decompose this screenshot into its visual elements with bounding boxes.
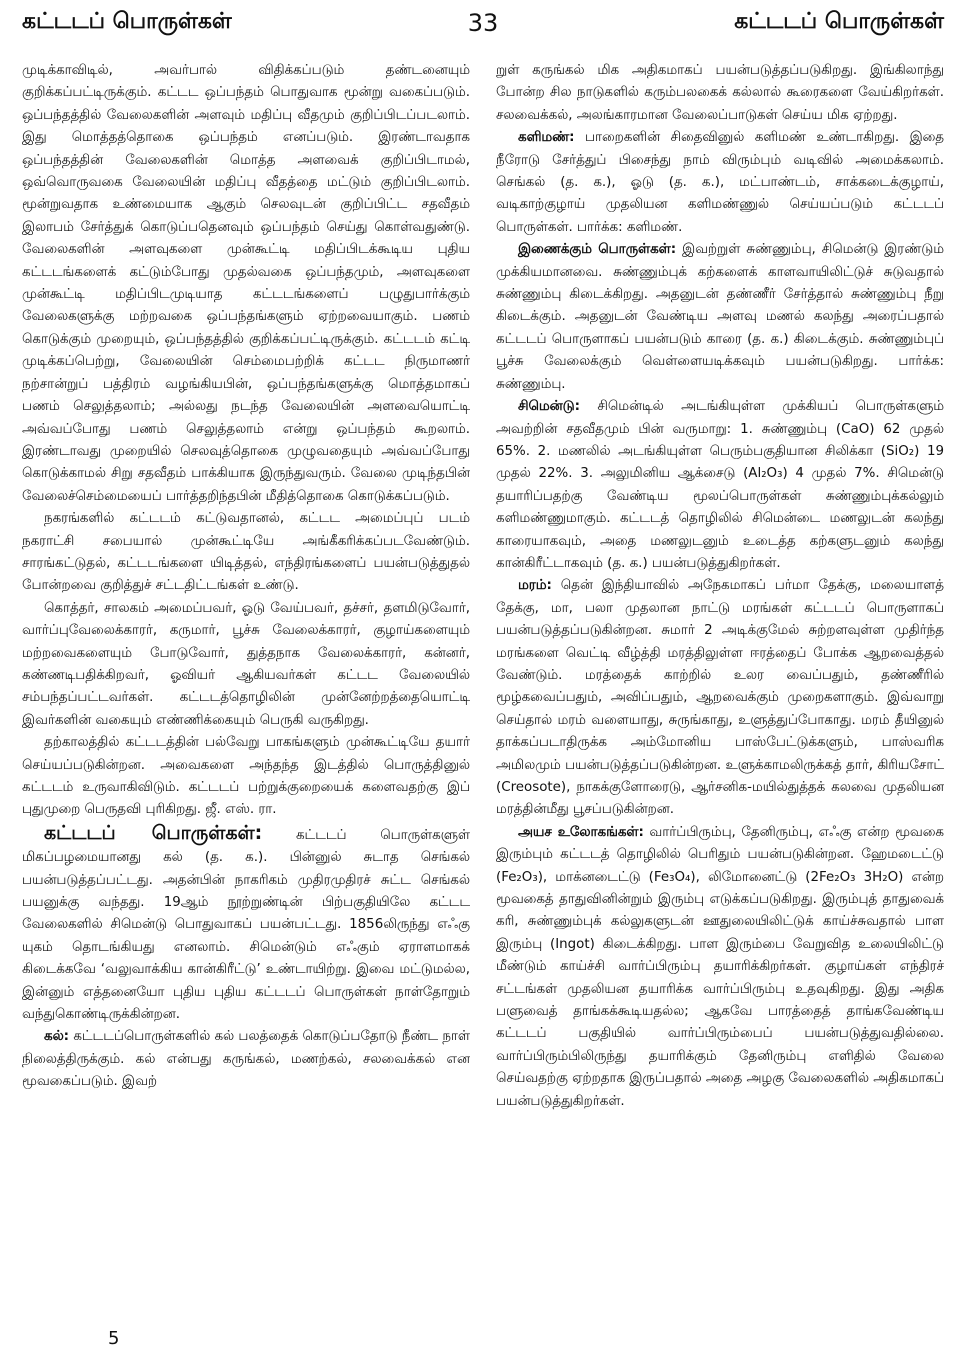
left-column [22,60,470,1094]
running-title-left: கட்டடப் பொருள்கள் [22,9,232,34]
section-body: கட்டடப் பொருள்களுள் மிகப்பழமையானது கல் (த. க.). பின்னுல் சுடாத செங்கல் பயன்படுத்தப்பட்டது. அதன்பின் நாகரிகம் முதிரமுதிரச் சுட்ட செங்கல் பயனுக்கு வந்தது. 19ஆம் நூற்றுண்டின் பிற்பகுதியிலே கட்டட வேலைகளில் சிமென்டு பொதுவாகப் பயன்பட்டது. 1856லிருந்து எஃகு யுகம் தொடங்கியது எனலாம். சிமென்டும் எஃகும் ஏராளமாகக் கிடைக்கவே ‘வலுவாக்கிய கான்கிரீட்டு’ உண்டாயிற்று. இவை மட்டுமல்ல, இன்னும் எத்தனையோ புதிய புதிய கட்டடப் பொருள்கள் நாள்தோறும் வந்துகொண்டிருக்கின்றன. [22,827,471,1023]
entry-clay [496,127,944,239]
entry-body: வார்ப்பிரும்பு, தேனிரும்பு, எஃகு என்ற மூவகை இரும்பும் கட்டடத் தொழிலில் பெரிதும் பயன்படுகின்றன. ஹேமடைட்டு (Fe₂O₃), மாக்னடைட்டு (Fe₃O₄), லிமோனைட்டு (2Fe₂O₃ 3H₂O) என்ற மூவகைத் தாதுவினின்றும் இரும்பு எடுக்கப்படுகிறது. இரும்புத் தாதுவைக் கரி, சுண்ணும்புக் கல்லுகளுடன் ஊதுலையிலிட்டுக் காய்ச்சுவதால் பாள இரும்பு (Ingot) கிடைக்கிறது. பாள இரும்பை வேறுவித உலையிலிட்டு மீண்டும் காய்ச்சி வார்ப்பிரும்பு தயாரிக்கிறர்கள். குழாய்கள் எந்திரச் சட்டங்கள் முதலியன தயாரிக்க வார்ப்பிரும்பு உதவுகிறது. இது அதிக பளுவைத் தாங்கக்கூடியதல்ல; ஆகவே பாரத்தைத் தாங்கவேண்டிய கட்டடப் பகுதியில் வார்ப்பிரும்பைப் பயன்படுத்துவதில்லை. வார்ப்பிரும்பிலிருந்து தயாரிக்கும் தேனிரும்பு எளிதில் வேலை செய்வதற்கு ஏற்றதாக இருப்பதால் அதை அழகு வேலைகளில் அதிகமாகப் பயன்படுத்துகிறர்கள். [496,824,944,1109]
paragraph: றுள் கருங்கல் மிக அதிகமாகப் பயன்படுத்தப்படுகிறது. இங்கிலாந்து போன்ற சில நாடுகளில் கரும்பலகைக் கல்லால் கூரைகளை வேய்கிறர்கள். சலவைக்கல், அலங்காரமான வேலைப்பாடுகள் செய்ய மிக ஏற்றது. [496,63,944,123]
entry-term: அயச உலோகங்கள்: [518,824,644,840]
entry-ferrous-metals [496,822,944,1113]
entry-body: தென் இந்தியாவில் அநேகமாகப் பர்மா தேக்கு, மலையாளத் தேக்கு, மா, பலா முதலான நாட்டு மரங்கள் கட்டடப் பொருளாகப் பயன்படுத்தப்படுகின்றன. சுமார் 2 அடிக்குமேல் சுற்றளவுள்ள முதிர்ந்த மரங்களை வெட்டி வீழ்த்தி மரத்திலுள்ள ஈரத்தைப் போக்க ஆறவைத்தல் வேண்டும். மரத்தைக் காற்றில் உலர வைப்பதும், தண்ணீரில் மூழ்கவைப்பதும், அவிப்பதும், ஆறவைக்கும் முறைகளாகும். இவ்வாறு செய்தால் மரம் வளையாது, சுருங்காது, உளுத்துப்போகாது. மரம் தீயினுல் தாக்கப்படாதிருக்க அம்மோனிய பாஸ்பேட்டுக்களும், பாஸ்வரிக அமிலமும் பயன்படுத்தப்படுகின்றன. உளுக்காமலிருக்கத் தார், கிரியசோட் (Creosote), நாகக்குளோரைடு, ஆர்சனிக-மயில்துத்தக் கலவை முதலியன மரத்தின்மீது பூசப்படுகின்றன. [496,578,944,818]
entry-term: கல்: [44,1029,70,1045]
entry-body: பாறைகளின் சிதைவினுல் களிமண் உண்டாகிறது. இதை நீரோடு சேர்த்துப் பிசைந்து நாம் விரும்பும் வடிவில் அமைக்கலாம். செங்கல் (த. க.), ஓடு (த. க.), மட்பாண்டம், சாக்கடைக்குழாய், வடிகாற்குழாய் முதலியன களிமண்ணுல் செய்யப்படும் கட்டடப் பொருள்கள். பார்க்க: களிமண். [496,130,944,235]
entry-term: சிமென்டு: [518,399,580,415]
entry-term: இணைக்கும் பொருள்கள்: [518,242,677,258]
page-number: 33 [467,9,499,37]
entry-binders [496,239,944,396]
paragraph: கொத்தர், சாலகம் அமைப்பவர், ஓடு வேய்பவர், தச்சர், தளமிடுவோர், வார்ப்புவேலைக்காரர், கருமார், பூச்சு வேலைக்காரர், குழாய்களையும் மற்றவைகளையும் போடுவோர், துத்தநாக வேலைக்காரர், கன்னர், கண்ணடிபதிக்கிறவர், ஓவியர் ஆகியவர்கள் கட்டட வேலையில் சம்பந்தப்பட்டவர்கள். கட்டடத்தொழிலின் முன்னேற்றத்தையொட்டி இவர்களின் வகையும் எண்ணிக்கையும் பெருகி வருகிறது. [22,600,470,728]
entry-body: இவற்றுள் சுண்ணும்பு, சிமென்டு இரண்டும் முக்கியமானவை. சுண்ணும்புக் கற்களைக் காளவாயிலிட்டுச் சுடுவதால் சுண்ணும்பு கிடைக்கிறது. அதனுடன் தண்ணீர் சேர்த்தால் சுண்ணும்பு நீறு கிடைக்கும். அதனுடன் வேண்டிய அளவு மணல் கலந்து அரைப்பதால் கட்டடப் பொருளாகப் பயன்படும் காரை (த. க.) கிடைக்கும். சுண்ணும்புப் பூச்சு வேலைக்கும் வெள்ளையடிக்கவும் பயன்படுகிறது. பார்க்க: சுண்ணும்பு. [496,242,944,392]
paragraph: நகரங்களில் கட்டடம் கட்டுவதானல், கட்டட அமைப்புப் படம் நகராட்சி சபையால் முன்கூட்டியே அங்கீகரிக்கப்படவேண்டும். சாரங்கட்டுதல், கட்டடங்களை யிடித்தல், எந்திரங்களைப் பயன்படுத்துதல் போன்றவை குறித்துச் சட்டதிட்டங்கள் உண்டு. [22,511,470,594]
running-title-right: கட்டடப் பொருள்கள் [734,9,944,34]
entry-cement [496,396,944,575]
paragraph: முடிக்காவிடில், அவர்பால் விதிக்கப்படும் தண்டனையும் குறிக்கப்பட்டிருக்கும். கட்டட ஒப்பந்தம் பொதுவாக மூன்று வகைப்படும். ஒப்பந்தத்தில் வேலைகளின் அளவும் மதிப்பு வீதமும் குறிப்பிடப்படலாம். இது மொத்தத்தொகை ஒப்பந்தம் எனப்படும். இரண்டாவதாக ஒப்பந்தத்தின் வேலைகளின் மொத்த அளவைக் குறிப்பிடாமல், ஒவ்வொருவகை வேலையின் மதிப்பு வீதத்தை மட்டும் குறிப்பிடலாம். மூன்றுவதாக உண்மையாக ஆகும் செலவுடன் குறிப்பிட்ட சதவீதம் இலாபம் சேர்த்துக் கொடுப்பதெனவும் ஒப்பந்தம் செய்து கொள்வதுண்டு. வேலைகளின் அளவுகளை முன்கூட்டி மதிப்பிடக்கூடிய புதிய கட்டடங்களைக் கட்டும்போது முதல்வகை ஒப்பந்தமும், அளவுகளை முன்கூட்டி மதிப்பிடமுடியாத கட்டடங்களைப் பழுதுபார்க்கும் வேலைகளுக்கு மற்றவகை ஒப்பந்தங்களும் ஏற்றவையாகும். பணம் கொடுக்கும் முறையும், ஒப்பந்தத்தில் குறிக்கப்பட்டிருக்கும். கட்டடம் கட்டி முடிக்கப்பெற்று, வேலையின் செம்மைபற்றிக் கட்டட நிருமாணர் நற்சான்றுப் பத்திரம் வழங்கியபின், ஒப்பந்தங்களுக்கு மொத்தமாகப் பணம் செலுத்தலாம்; அல்லது நடந்த வேலையின் அளவையொட்டி அவ்வப்போது பணம் செலுத்தலாம் என்று ஒப்பந்தம் கூறலாம். இரண்டாவது முறையில் செலவுத்தொகை முழுவதையும் அவ்வப்போது கொடுக்காமல் சிறு சதவீதம் பாக்கியாக இருந்துவரும். வேலை முடிந்தபின் வேலைச்செம்மையைப் பார்த்தறிந்தபின் மீதித்தொகை கொடுக்கப்படும். [22,63,470,504]
entry-term: மரம்: [518,578,552,594]
page-header [22,4,944,42]
entry-kal [22,1026,470,1093]
section-entry [22,822,470,1027]
entry-body: கட்டடப்பொருள்களில் கல் பலத்தைக் கொடுப்பதோடு நீண்ட நாள் நிலைத்திருக்கும். கல் என்பது கருங்கல், மணற்கல், சலவைக்கல் என மூவகைப்படும். இவற் [22,1029,470,1090]
right-column [496,60,944,1113]
entry-wood [496,575,944,821]
entry-term: களிமண்: [518,130,575,146]
paragraph: தற்காலத்தில் கட்டடத்தின் பல்வேறு பாகங்களும் முன்கூட்டியே தயார் செய்யப்படுகின்றன. அவைகளை அந்தந்த இடத்தில் பொருத்தினுல் கட்டடம் உருவாகிவிடும். கட்டடப் பற்றுக்குறையைக் களைவதற்கு இப் புதுமுறை பெருதவி புரிகிறது. ஜீ. எஸ். ரா. [22,735,470,818]
entry-body: சிமென்டில் அடங்கியுள்ள முக்கியப் பொருள்களும் அவற்றின் சதவீதமும் பின் வருமாறு: 1. சுண்ணும்பு (CaO) 62 முதல் 65%. 2. மணலில் அடங்கியுள்ள பெரும்பகுதியான சிலிக்கா (SiO₂) 19 முதல் 22%. 3. அலுமினிய ஆக்சைடு (Al₂O₃) 4 முதல் 7%. சிமென்டு தயாரிப்பதற்கு வேண்டிய மூலப்பொருள்கள் சுண்ணும்புக்கல்லும் களிமண்ணுமாகும். கட்டடத் தொழிலில் சிமென்டை மணலுடன் கலந்து காரையாகவும், அதை மணலுடனும் உடைத்த கற்களுடனும் கலந்து கான்கிரீட்டாகவும் (த. க.) பயன்படுத்துகிறர்கள். [496,399,944,571]
footer-page-mark: 5 [108,1328,120,1349]
section-heading: கட்டடப் பொருள்கள்: [44,821,263,844]
